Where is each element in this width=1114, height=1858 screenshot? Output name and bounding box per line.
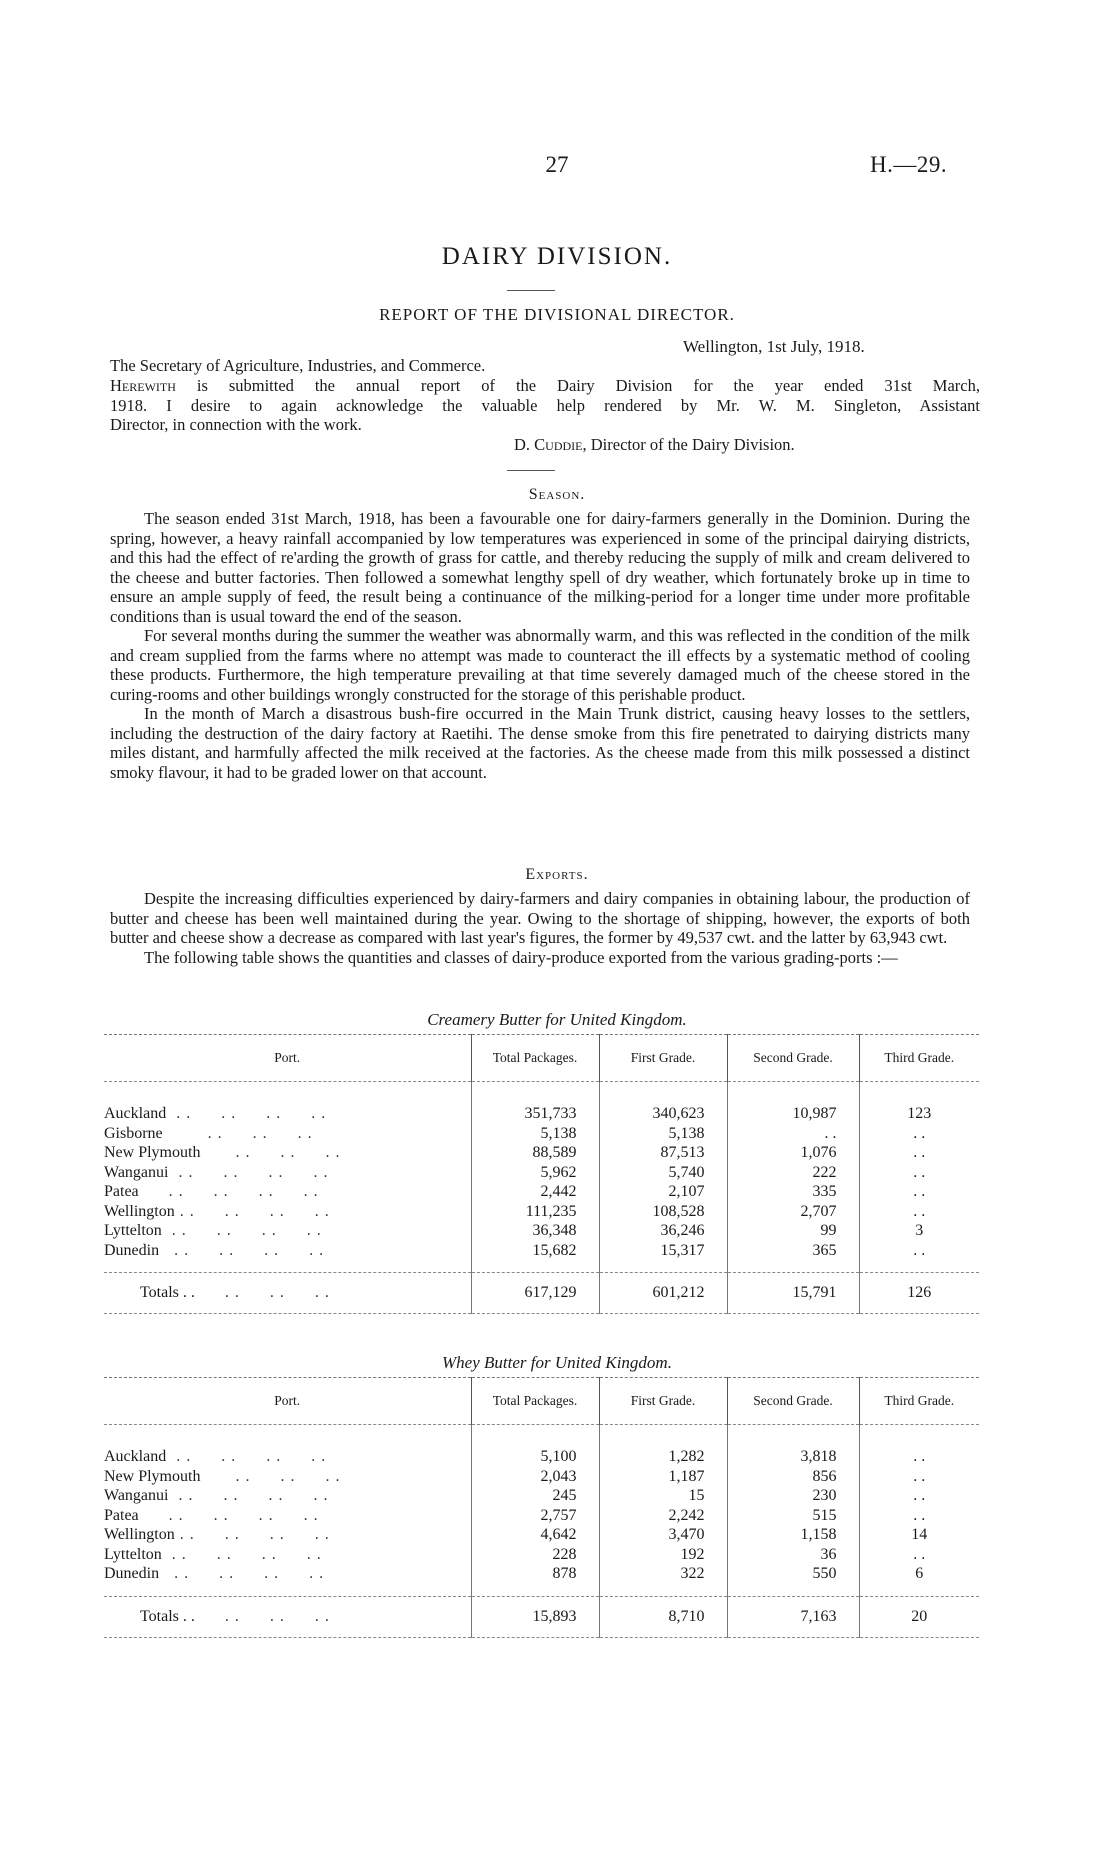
port-cell — [104, 1202, 471, 1222]
table-row — [104, 1124, 979, 1144]
leader-dots: . . . . . . . . — [159, 1241, 325, 1259]
first-grade-cell: 2,242 — [599, 1506, 727, 1526]
third-grade-cell: 6 — [859, 1564, 979, 1584]
header-second-grade: Second Grade. — [727, 1035, 859, 1082]
port-name: New Plymouth — [104, 1467, 201, 1485]
exports-section — [110, 889, 970, 967]
first-grade-cell: 340,623 — [599, 1104, 727, 1124]
table-row — [104, 1525, 979, 1545]
second-grade-cell: 99 — [727, 1221, 859, 1241]
totals-label-cell — [104, 1273, 471, 1314]
port-cell — [104, 1143, 471, 1163]
page-number: 27 — [545, 152, 569, 177]
port-cell — [104, 1104, 471, 1124]
third-grade-cell: 14 — [859, 1525, 979, 1545]
first-grade-cell: 15 — [599, 1486, 727, 1506]
port-cell — [104, 1564, 471, 1584]
signature-title: Director of the Dairy Division. — [586, 435, 795, 454]
whey-table-caption: Whey Butter for United Kingdom. — [442, 1353, 672, 1372]
first-grade-cell: 3,470 — [599, 1525, 727, 1545]
third-grade-cell: . . — [859, 1182, 979, 1202]
intro-line-1: is submitted the annual report of the Dairy Division for the year ended 31st March, — [175, 376, 980, 395]
port-name: Wellington — [104, 1526, 175, 1543]
creamery-butter-table — [104, 1034, 979, 1314]
document-title: DAIRY DIVISION. — [441, 243, 673, 270]
second-grade-cell: 230 — [727, 1486, 859, 1506]
second-grade-cell: 10,987 — [727, 1104, 859, 1124]
totals-label: Totals . . — [140, 1284, 195, 1302]
first-grade-cell: 322 — [599, 1564, 727, 1584]
first-grade-total: 8,710 — [599, 1596, 727, 1637]
exports-heading: Exports. — [525, 866, 589, 883]
header-third-grade: Third Grade. — [859, 1035, 979, 1082]
intro-line-2: 1918. I desire to again acknowledge the valuable help rendered by Mr. W. M. Singleton, Assistant — [110, 395, 980, 415]
total-packages-cell: 5,962 — [471, 1163, 599, 1183]
second-grade-cell: 2,707 — [727, 1202, 859, 1222]
third-grade-total: 126 — [859, 1273, 979, 1314]
season-paragraph-2: For several months during the summer the weather was abnormally warm, and this was reflected in the condition of the milk and cream supplied from the farms where no attempt was made to counteract the ill effects by a systematic method of cooling these products. Furthermore, the high temperature prevailing at that time severely damaged much of the cheese stored in the curing-rooms and other buildings wrongly constructed for the storage of this perishable product. — [110, 626, 970, 704]
leader-dots: . . . . . . . . — [174, 1202, 330, 1220]
header-second-grade: Second Grade. — [727, 1378, 859, 1425]
leader-dots: . . . . . . . . — [138, 1183, 319, 1200]
first-grade-cell: 1,187 — [599, 1467, 727, 1487]
port-cell — [104, 1241, 471, 1261]
second-grade-cell: 856 — [727, 1467, 859, 1487]
exports-paragraph-2: The following table shows the quantities and classes of dairy-produce exported from the various grading-ports :— — [144, 947, 898, 967]
first-grade-cell: 1,282 — [599, 1447, 727, 1467]
leader-dots: . . . . . . — [162, 1124, 313, 1142]
first-grade-cell: 108,528 — [599, 1202, 727, 1222]
second-grade-cell: . . — [727, 1124, 859, 1144]
port-cell — [104, 1182, 471, 1202]
third-grade-cell: . . — [859, 1241, 979, 1261]
total-packages-cell: 245 — [471, 1486, 599, 1506]
port-name: New Plymouth — [104, 1144, 201, 1161]
season-paragraph-3: In the month of March a disastrous bush-fire occurred in the Main Trunk district, causing heavy losses to the settlers, including the destruction of the dairy factory at Raetihi. The dense smoke from this fire penetrated to dairying districts many miles distant, and harmfully affected the milk received at the factories. As the cheese made from this milk possessed a distinct smoky flavour, it had to be graded lower on that account. — [110, 704, 970, 782]
total-packages-cell: 15,682 — [471, 1241, 599, 1261]
table-row — [104, 1467, 979, 1487]
table-row — [104, 1143, 979, 1163]
second-grade-cell: 222 — [727, 1163, 859, 1183]
season-section — [110, 509, 970, 782]
table-row — [104, 1163, 979, 1183]
third-grade-cell: . . — [859, 1163, 979, 1183]
second-grade-total: 15,791 — [727, 1273, 859, 1314]
total-packages-cell: 878 — [471, 1564, 599, 1584]
third-grade-total: 20 — [859, 1596, 979, 1637]
first-grade-cell: 5,740 — [599, 1163, 727, 1183]
leader-dots: . . . . . . — [200, 1144, 341, 1161]
leader-dots: . . . . . . — [194, 1284, 330, 1302]
port-name: Dunedin — [104, 1241, 160, 1259]
totals-row — [104, 1273, 979, 1314]
third-grade-cell: 123 — [859, 1104, 979, 1124]
second-grade-cell: 515 — [727, 1506, 859, 1526]
third-grade-cell: . . — [859, 1202, 979, 1222]
third-grade-cell: . . — [859, 1447, 979, 1467]
first-grade-cell: 2,107 — [599, 1182, 727, 1202]
second-grade-cell: 1,076 — [727, 1143, 859, 1163]
table-row — [104, 1506, 979, 1526]
total-packages-cell: 2,757 — [471, 1506, 599, 1526]
table-row — [104, 1104, 979, 1124]
total-packages-cell: 2,043 — [471, 1467, 599, 1487]
leader-dots: . . . . . . . . — [159, 1565, 325, 1582]
second-grade-cell: 1,158 — [727, 1525, 859, 1545]
leader-dots: . . . . . . . . — [166, 1448, 327, 1465]
addressee: The Secretary of Agriculture, Industries, and Commerce. — [110, 356, 486, 375]
port-name: Lyttelton — [104, 1222, 162, 1239]
total-packages-cell: 36,348 — [471, 1221, 599, 1241]
third-grade-cell: . . — [859, 1486, 979, 1506]
intro-line-3: Director, in connection with the work. — [110, 415, 362, 434]
leader-dots: . . . . . . . . — [174, 1526, 330, 1543]
third-grade-cell: . . — [859, 1467, 979, 1487]
creamery-table-caption: Creamery Butter for United Kingdom. — [427, 1010, 687, 1029]
port-cell — [104, 1486, 471, 1506]
first-grade-cell: 5,138 — [599, 1124, 727, 1144]
total-packages-total: 617,129 — [471, 1273, 599, 1314]
port-name: Wanganui — [104, 1487, 169, 1504]
table-header-row — [104, 1378, 979, 1425]
port-name: Auckland — [104, 1105, 167, 1122]
port-cell — [104, 1163, 471, 1183]
port-name: Wellington — [104, 1202, 175, 1220]
leader-dots: . . . . . . . . — [168, 1487, 329, 1504]
port-cell — [104, 1221, 471, 1241]
first-grade-cell: 87,513 — [599, 1143, 727, 1163]
first-grade-cell: 36,246 — [599, 1221, 727, 1241]
header-third-grade: Third Grade. — [859, 1378, 979, 1425]
first-grade-total: 601,212 — [599, 1273, 727, 1314]
table-row — [104, 1447, 979, 1467]
third-grade-cell: . . — [859, 1124, 979, 1144]
port-cell — [104, 1525, 471, 1545]
whey-butter-table — [104, 1377, 979, 1638]
totals-row — [104, 1596, 979, 1637]
total-packages-cell: 2,442 — [471, 1182, 599, 1202]
second-grade-cell: 335 — [727, 1182, 859, 1202]
leader-dots: . . . . . . . . — [138, 1506, 319, 1524]
port-name: Patea — [104, 1506, 139, 1524]
header-port: Port. — [104, 1035, 471, 1082]
total-packages-cell: 88,589 — [471, 1143, 599, 1163]
third-grade-cell: . . — [859, 1143, 979, 1163]
port-name: Wanganui — [104, 1163, 169, 1181]
port-name: Patea — [104, 1183, 139, 1200]
second-grade-cell: 365 — [727, 1241, 859, 1261]
leader-dots: . . . . . . — [200, 1467, 341, 1485]
title-divider — [507, 290, 555, 291]
total-packages-cell: 4,642 — [471, 1525, 599, 1545]
signature — [514, 435, 795, 455]
leader-dots: . . . . . . . . — [161, 1545, 322, 1563]
table-row — [104, 1241, 979, 1261]
total-packages-cell: 351,733 — [471, 1104, 599, 1124]
port-cell — [104, 1124, 471, 1144]
table-row — [104, 1221, 979, 1241]
header-first-grade: First Grade. — [599, 1378, 727, 1425]
header-total-packages: Total Packages. — [471, 1035, 599, 1082]
document-reference: H.—29. — [870, 152, 948, 177]
section-divider — [507, 470, 555, 471]
table-row — [104, 1564, 979, 1584]
leader-dots: . . . . . . . . — [166, 1105, 327, 1122]
header-port: Port. — [104, 1378, 471, 1425]
leader-dots: . . . . . . . . — [168, 1163, 329, 1181]
port-name: Gisborne — [104, 1124, 163, 1142]
intro-lead: Herewith — [110, 376, 176, 395]
season-heading: Season. — [528, 486, 586, 503]
port-cell — [104, 1467, 471, 1487]
second-grade-total: 7,163 — [727, 1596, 859, 1637]
table-row — [104, 1202, 979, 1222]
header-first-grade: First Grade. — [599, 1035, 727, 1082]
totals-label-cell — [104, 1596, 471, 1637]
third-grade-cell: . . — [859, 1545, 979, 1565]
first-grade-cell: 15,317 — [599, 1241, 727, 1261]
leader-dots: . . . . . . . . — [161, 1222, 322, 1239]
third-grade-cell: 3 — [859, 1221, 979, 1241]
report-subtitle: REPORT OF THE DIVISIONAL DIRECTOR. — [379, 305, 735, 324]
port-name: Auckland — [104, 1448, 167, 1465]
port-cell — [104, 1506, 471, 1526]
table-header-row — [104, 1035, 979, 1082]
port-cell — [104, 1447, 471, 1467]
total-packages-cell: 228 — [471, 1545, 599, 1565]
season-paragraph-1: The season ended 31st March, 1918, has been a favourable one for dairy-farmers generally in the Dominion. During the spring, however, a heavy rainfall accompanied by low temperatures was experienced in some of the principal dairying districts, and this had the effect of re'arding the growth of grass for cattle, and thereby reducing the supply of milk and cream delivered to the cheese and butter factories. Then followed a somewhat lengthy spell of dry weather, which fortunately broke up in time to ensure an ample supply of feed, the result being a continuance of the milking-period for a longer time under more profitable conditions than is usual toward the end of the season. — [110, 509, 970, 626]
exports-paragraph-1: Despite the increasing difficulties experienced by dairy-farmers and dairy companies in obtaining labour, the production of butter and cheese has been well maintained during the year. Owing to the shortage of shipping, however, the exports of both butter and cheese show a decrease as compared with last year's figures, the former by 49,537 cwt. and the latter by 63,943 cwt. — [110, 889, 970, 947]
totals-label: Totals . . — [140, 1607, 195, 1625]
table-row — [104, 1486, 979, 1506]
third-grade-cell: . . — [859, 1506, 979, 1526]
header-total-packages: Total Packages. — [471, 1378, 599, 1425]
leader-dots: . . . . . . — [194, 1607, 330, 1625]
second-grade-cell: 36 — [727, 1545, 859, 1565]
intro-paragraph — [110, 376, 980, 435]
total-packages-cell: 5,100 — [471, 1447, 599, 1467]
table-row — [104, 1545, 979, 1565]
port-name: Lyttelton — [104, 1545, 162, 1563]
signature-name: D. Cuddie, — [514, 435, 587, 454]
table-row — [104, 1182, 979, 1202]
second-grade-cell: 3,818 — [727, 1447, 859, 1467]
port-name: Dunedin — [104, 1565, 160, 1582]
second-grade-cell: 550 — [727, 1564, 859, 1584]
total-packages-cell: 111,235 — [471, 1202, 599, 1222]
first-grade-cell: 192 — [599, 1545, 727, 1565]
total-packages-total: 15,893 — [471, 1596, 599, 1637]
port-cell — [104, 1545, 471, 1565]
total-packages-cell: 5,138 — [471, 1124, 599, 1144]
dateline: Wellington, 1st July, 1918. — [683, 337, 865, 356]
